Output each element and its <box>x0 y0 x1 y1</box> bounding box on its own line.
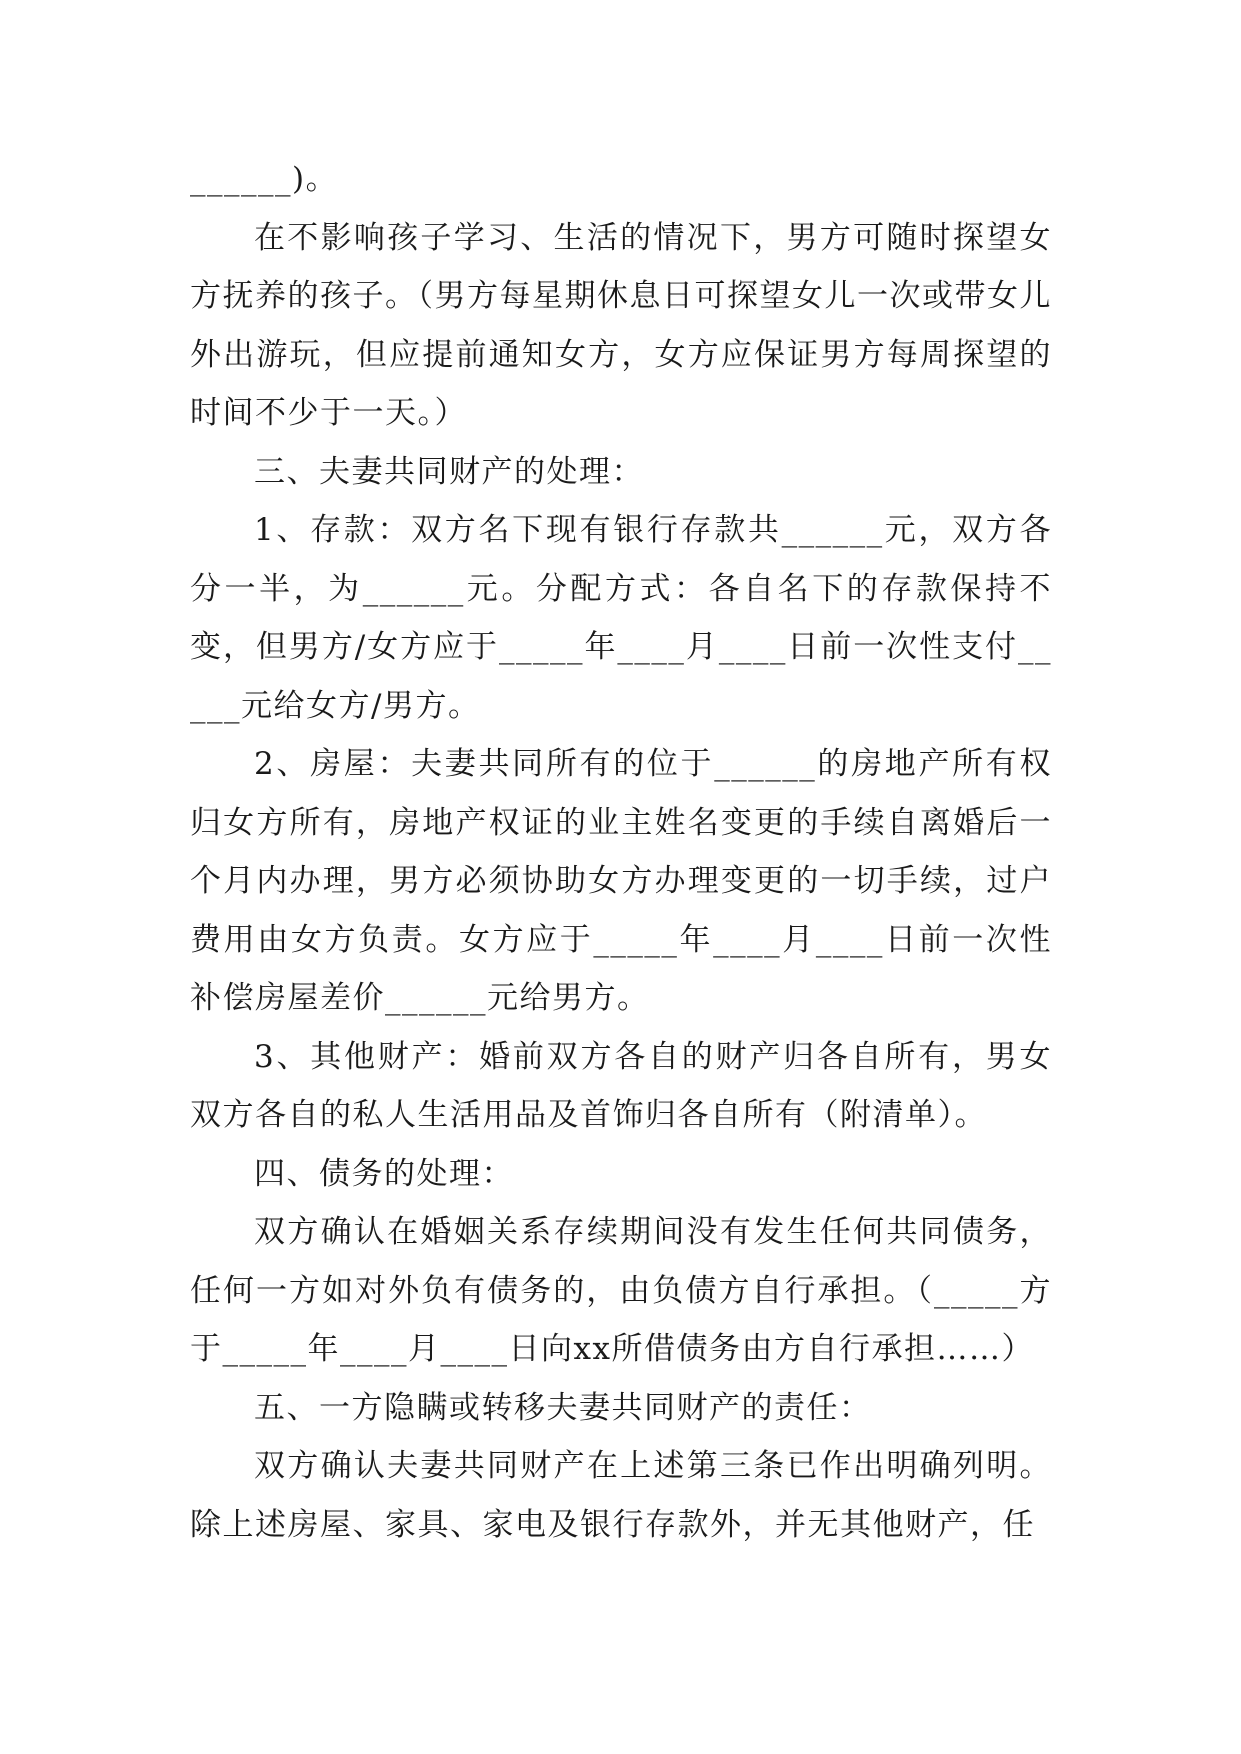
paragraph-concealment: 双方确认夫妻共同财产在上述第三条已作出明确列明。除上述房屋、家具、家电及银行存款外，并无其他财产，任 <box>190 1448 1052 1543</box>
section-heading-property: 三、夫妻共同财产的处理： <box>254 453 644 490</box>
paragraph-house: 2、房屋：夫妻共同所有的位于______的房地产所有权归女方所有，房地产权证的业主姓名变更的手续自离婚后一个月内办理，男方必须协助女方办理变更的一切手续，过户费用由女方负责。女方应于_____年____月____日前一次性补偿房屋差价______元给男方。 <box>190 746 1052 1016</box>
paragraph-other-property: 3、其他财产：婚前双方各自的财产归各自所有，男女双方各自的私人生活用品及首饰归各自所有（附清单）。 <box>190 1038 1052 1133</box>
paragraph-savings: 1、存款：双方名下现有银行存款共______元，双方各分一半，为______元。分配方式：各自名下的存款保持不变，但男方/女方应于_____年____月____日前一次性支付_____元给女方/男方。 <box>190 512 1052 724</box>
section-heading-concealment: 五、一方隐瞒或转移夫妻共同财产的责任： <box>254 1389 872 1426</box>
document-page <box>190 150 1052 1554</box>
paragraph-visitation: 在不影响孩子学习、生活的情况下，男方可随时探望女方抚养的孩子。（男方每星期休息日可探望女儿一次或带女儿外出游玩，但应提前通知女方，女方应保证男方每周探望的时间不少于一天。） <box>190 219 1052 431</box>
paragraph-debts: 双方确认在婚姻关系存续期间没有发生任何共同债务，任何一方如对外负有债务的，由负债方自行承担。（_____方于_____年____月____日向xx所借债务由方自行承担……） <box>190 1214 1052 1367</box>
section-heading-debts: 四、债务的处理： <box>254 1155 514 1192</box>
paragraph-continuation: ______)。 <box>190 161 339 197</box>
